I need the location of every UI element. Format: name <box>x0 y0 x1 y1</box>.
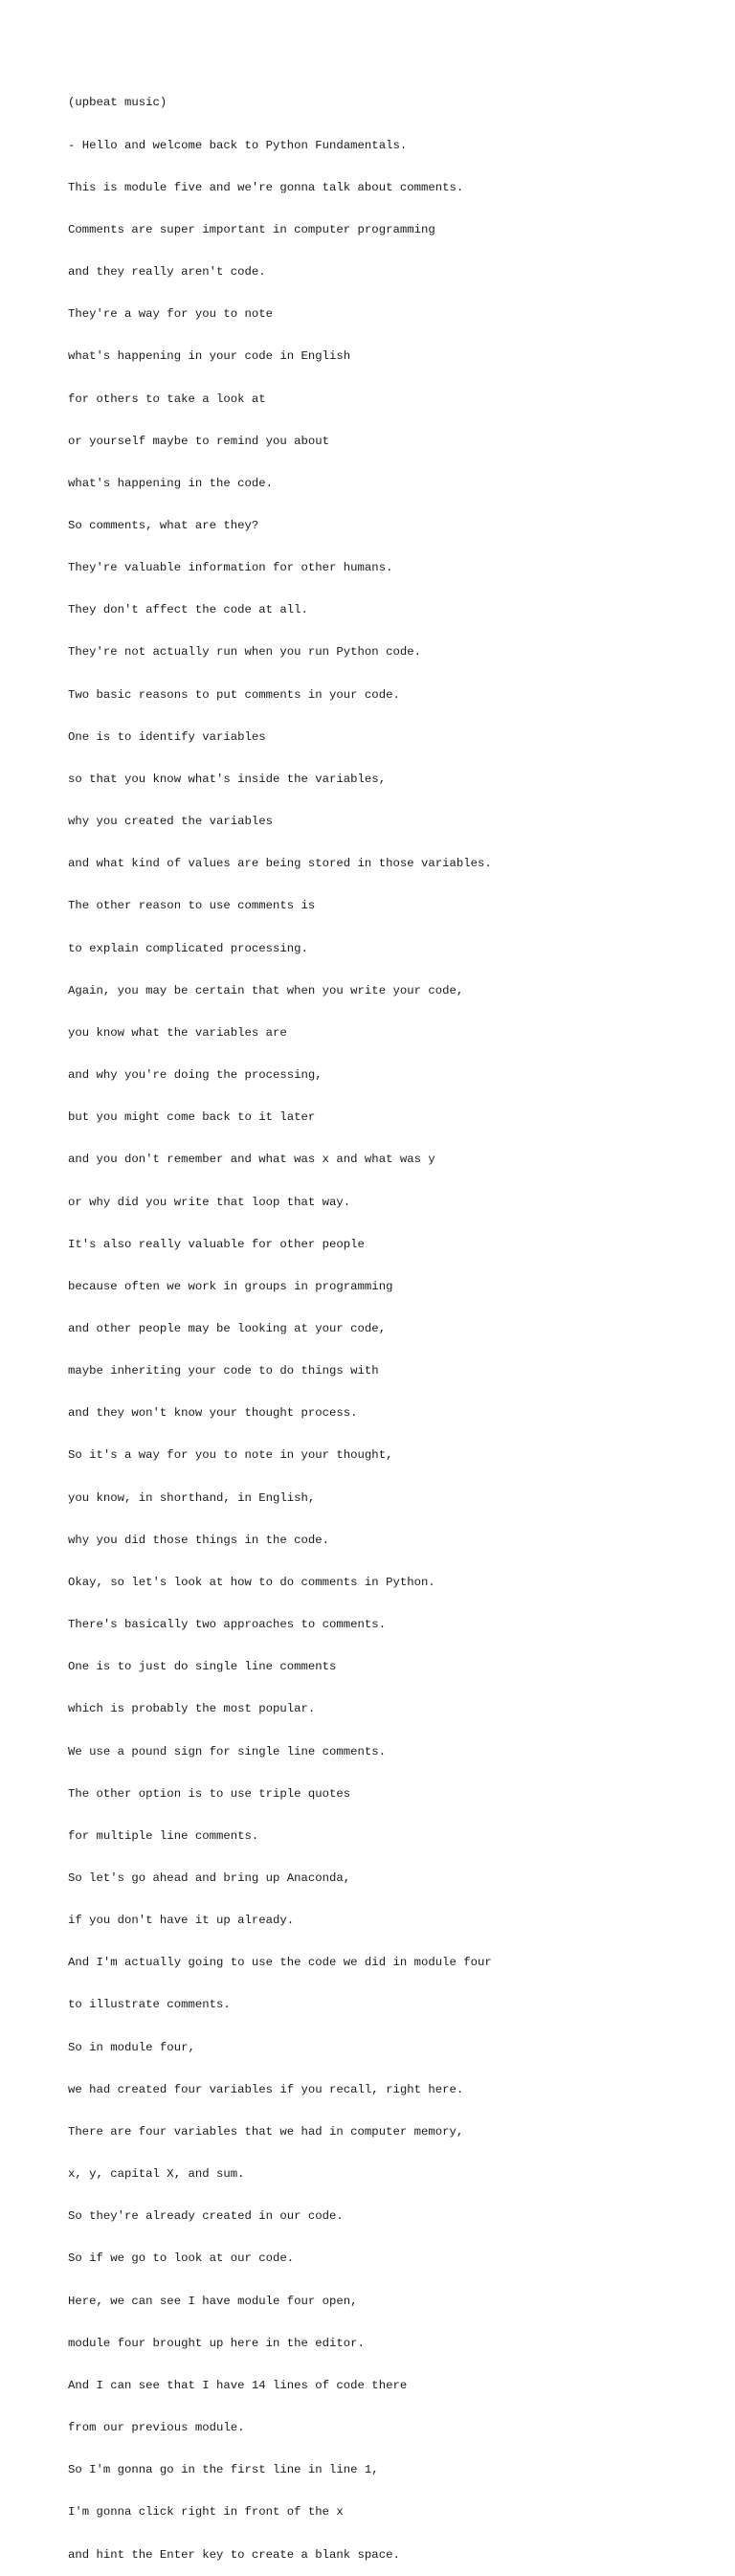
transcript-line: - Hello and welcome back to Python Fundamentals. <box>68 138 408 152</box>
transcript-line: what's happening in the code. <box>68 476 274 490</box>
transcript-line: and hint the Enter key to create a blank space. <box>68 2547 400 2562</box>
transcript-line: They're valuable information for other humans. <box>68 561 393 575</box>
transcript-line: So let's go ahead and bring up Anaconda, <box>68 1871 351 1885</box>
transcript-line: This is module five and we're gonna talk about comments. <box>68 180 464 194</box>
transcript-line: So in module four, <box>68 2040 195 2054</box>
transcript-line: or why did you write that loop that way. <box>68 1195 351 1209</box>
transcript-line: Two basic reasons to put comments in your code. <box>68 687 400 702</box>
transcript-line: and what kind of values are being stored in those variables. <box>68 857 492 871</box>
transcript-line: you know, in shorthand, in English, <box>68 1490 316 1505</box>
transcript-line: We use a pound sign for single line comments. <box>68 1744 387 1758</box>
transcript-line: and why you're doing the processing, <box>68 1068 323 1083</box>
transcript-line: what's happening in your code in English <box>68 349 351 364</box>
transcript-line: x, y, capital X, and sum. <box>68 2167 245 2182</box>
transcript-line: Here, we can see I have module four open, <box>68 2294 358 2308</box>
transcript-line: So if we go to look at our code. <box>68 2251 295 2266</box>
transcript-line: And I'm actually going to use the code we did in module four <box>68 1956 492 1970</box>
transcript-line: so that you know what's inside the variables, <box>68 772 387 786</box>
transcript-page <box>68 68 719 2576</box>
transcript-line: you know what the variables are <box>68 1025 287 1040</box>
transcript-line: They're not actually run when you run Python code. <box>68 645 421 660</box>
transcript-line: So comments, what are they? <box>68 519 259 532</box>
transcript-line: There are four variables that we had in computer memory, <box>68 2124 464 2139</box>
transcript-line: because often we work in groups in programming <box>68 1279 393 1293</box>
transcript-line: The other reason to use comments is <box>68 899 316 913</box>
transcript-line: to explain complicated processing. <box>68 941 308 955</box>
transcript-line: why you created the variables <box>68 815 274 829</box>
transcript-line: They don't affect the code at all. <box>68 603 308 617</box>
transcript-line: Again, you may be certain that when you write your code, <box>68 983 464 997</box>
transcript-line: So it's a way for you to note in your thought, <box>68 1448 393 1463</box>
transcript-line: we had created four variables if you recall, right here. <box>68 2082 464 2096</box>
transcript-line: for multiple line comments. <box>68 1828 259 1843</box>
transcript-line: I'm gonna click right in front of the x <box>68 2505 344 2520</box>
transcript-line: So I'm gonna go in the first line in line 1, <box>68 2463 379 2477</box>
transcript-line: Okay, so let's look at how to do comments in Python. <box>68 1575 435 1589</box>
transcript-line: They're a way for you to note <box>68 307 274 322</box>
transcript-line: if you don't have it up already. <box>68 1914 295 1928</box>
transcript-line: but you might come back to it later <box>68 1110 316 1125</box>
transcript-line: and they won't know your thought process. <box>68 1406 358 1421</box>
transcript-line: And I can see that I have 14 lines of code there <box>68 2378 408 2392</box>
transcript-line: and they really aren't code. <box>68 265 266 280</box>
transcript-line: to illustrate comments. <box>68 1998 231 2012</box>
transcript-line: and other people may be looking at your code, <box>68 1321 387 1335</box>
transcript-line: for others to take a look at <box>68 392 266 406</box>
transcript-line: One is to identify variables <box>68 729 266 744</box>
transcript-line: So they're already created in our code. <box>68 2209 344 2224</box>
transcript-line: maybe inheriting your code to do things with <box>68 1364 379 1378</box>
transcript-line: Comments are super important in computer programming <box>68 222 435 236</box>
transcript-line: from our previous module. <box>68 2421 245 2435</box>
transcript-line: why you did those things in the code. <box>68 1533 330 1547</box>
transcript-line: or yourself maybe to remind you about <box>68 434 330 448</box>
transcript-line: and you don't remember and what was x and what was y <box>68 1153 435 1167</box>
transcript-line: module four brought up here in the editor. <box>68 2336 365 2350</box>
transcript-line: There's basically two approaches to comments. <box>68 1618 387 1632</box>
transcript-line: It's also really valuable for other people <box>68 1237 365 1251</box>
transcript-line: which is probably the most popular. <box>68 1702 316 1716</box>
transcript-line: The other option is to use triple quotes <box>68 1786 351 1801</box>
transcript-line: (upbeat music) <box>68 96 167 110</box>
transcript-line: One is to just do single line comments <box>68 1660 337 1674</box>
